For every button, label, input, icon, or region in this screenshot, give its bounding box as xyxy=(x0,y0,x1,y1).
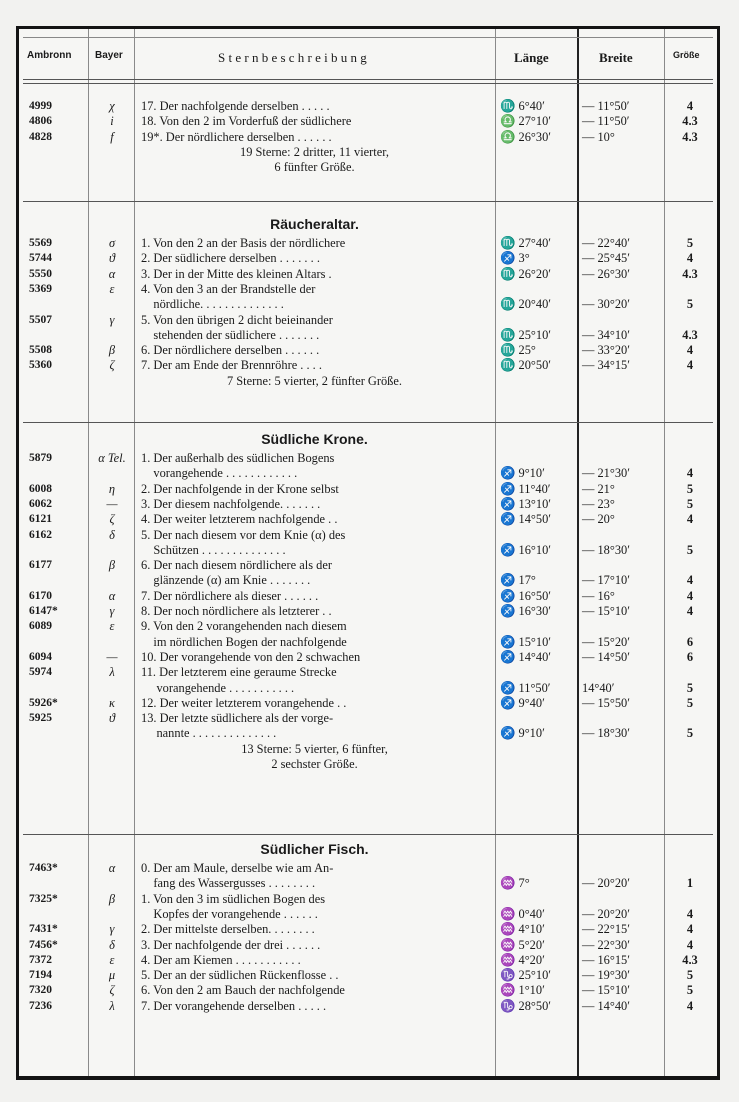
magnitude-value: 4 xyxy=(686,573,694,588)
longitude-value: ♎ 26°30′ xyxy=(500,129,551,144)
star-description: 1. Von den 3 im südlichen Bogen des xyxy=(141,891,326,906)
ambronn-number: 6170 xyxy=(29,589,52,602)
table-row xyxy=(19,99,717,114)
table-row xyxy=(19,876,717,891)
longitude-value: ♐ 9°10′ xyxy=(500,726,545,741)
ambronn-number: 4828 xyxy=(29,130,52,143)
longitude-value: ♒ 1°10′ xyxy=(500,983,545,998)
star-description: 5. Der an der südlichen Rückenflosse . . xyxy=(141,968,339,983)
longitude-value: ♒ 4°10′ xyxy=(500,922,545,937)
magnitude-value: 4 xyxy=(686,358,694,373)
longitude-value: ♏ 25° xyxy=(500,343,536,358)
magnitude-value: 5 xyxy=(686,983,694,998)
ambronn-number: 7325* xyxy=(29,892,58,905)
bayer-letter: γ xyxy=(109,312,115,327)
star-description: 2. Der mittelste derselben. . . . . . . . xyxy=(141,922,315,937)
star-description: 4. Von den 3 an der Brandstelle der xyxy=(141,281,316,296)
bayer-letter: ε xyxy=(109,619,115,634)
magnitude-value: 5 xyxy=(686,496,694,511)
magnitude-value: 4 xyxy=(686,604,694,618)
latitude-value: — 15°10′ xyxy=(582,983,630,998)
longitude-value: ♏ 6°40′ xyxy=(500,99,545,113)
table-row xyxy=(19,297,717,312)
bayer-letter: ϑ xyxy=(108,251,116,266)
table-row xyxy=(19,497,717,512)
star-description: stehenden der südlichere . . . . . . . xyxy=(141,327,320,342)
magnitude-value: 5 xyxy=(686,542,694,557)
bayer-letter: λ xyxy=(109,665,115,680)
table-row xyxy=(19,650,717,665)
ambronn-number: 6089 xyxy=(29,620,52,633)
table-row xyxy=(19,681,717,696)
bayer-letter: γ xyxy=(109,604,115,618)
longitude-value: ♐ 9°10′ xyxy=(500,466,545,481)
ambronn-number: 7463* xyxy=(29,862,58,874)
latitude-value: — 22°15′ xyxy=(582,922,630,937)
star-description: 2. Der südlichere derselben . . . . . . . xyxy=(141,251,320,266)
magnitude-value: 5 xyxy=(686,297,694,312)
table-header xyxy=(23,37,713,78)
star-description: 6. Von den 2 am Bauch der nachfolgende xyxy=(141,983,345,998)
ambronn-number: 6008 xyxy=(29,482,52,495)
star-description: 6. Der nach diesem nördlichere als der xyxy=(141,558,332,573)
ambronn-number: 5550 xyxy=(29,267,52,280)
table-row xyxy=(19,907,717,922)
star-description: im nördlichen Bogen der nachfolgende xyxy=(141,634,347,649)
latitude-value: — 18°30′ xyxy=(582,542,630,557)
table-row xyxy=(19,711,717,726)
longitude-value: ♏ 20°40′ xyxy=(500,297,551,312)
section-title: Südliche Krone. xyxy=(261,431,368,447)
bayer-letter: β xyxy=(108,891,116,906)
bayer-letter: μ xyxy=(108,968,116,983)
latitude-value: — 18°30′ xyxy=(582,726,630,741)
magnitude-value: 4.3 xyxy=(682,129,698,144)
magnitude-value: 4 xyxy=(686,937,694,952)
table-row xyxy=(19,861,717,876)
table-row xyxy=(19,892,717,907)
table-row xyxy=(19,130,717,145)
table-row xyxy=(19,573,717,588)
longitude-value: ♒ 0°40′ xyxy=(500,906,545,921)
latitude-value: — 11°50′ xyxy=(582,99,630,113)
magnitude-value: 4 xyxy=(686,998,694,1013)
longitude-value: ♒ 7° xyxy=(500,876,530,891)
star-description: 5. Von den übrigen 2 dicht beieinander xyxy=(141,312,333,327)
latitude-value: — 17°10′ xyxy=(582,573,630,588)
table-row xyxy=(19,999,717,1014)
longitude-value: ♐ 17° xyxy=(500,573,536,588)
ambronn-number: 5508 xyxy=(29,344,52,357)
table-row xyxy=(19,482,717,497)
star-description: fang des Wassergusses . . . . . . . . xyxy=(141,876,316,891)
magnitude-value: 5 xyxy=(686,695,694,710)
table-row xyxy=(19,466,717,481)
table-row xyxy=(19,589,717,604)
longitude-value: ♐ 11°40′ xyxy=(500,481,551,496)
magnitude-value: 4 xyxy=(686,466,694,481)
bayer-letter: ε xyxy=(109,281,115,296)
ambronn-number: 4806 xyxy=(29,115,52,128)
longitude-value: ♒ 5°20′ xyxy=(500,937,545,952)
header-bayer: Bayer xyxy=(95,50,123,61)
ambronn-number: 5360 xyxy=(29,359,52,372)
longitude-value: ♐ 9°40′ xyxy=(500,695,545,710)
latitude-value: — 22°40′ xyxy=(582,236,630,250)
table-row xyxy=(19,282,717,297)
bayer-letter: χ xyxy=(109,99,115,113)
star-description: 2. Der nachfolgende in der Krone selbst xyxy=(141,481,339,496)
bayer-letter: η xyxy=(108,481,116,496)
bayer-letter: f xyxy=(110,129,114,144)
latitude-value: — 19°30′ xyxy=(582,968,630,983)
section-summary: 6 fünfter Größe. xyxy=(274,160,355,175)
latitude-value: — 33°20′ xyxy=(582,343,630,358)
star-description: 5. Der nach diesem vor dem Knie (α) des xyxy=(141,527,346,542)
longitude-value: ♏ 26°20′ xyxy=(500,266,551,281)
table-row xyxy=(19,604,717,619)
section-divider xyxy=(23,834,713,835)
star-description: 13. Der letzte südlichere als der vorge- xyxy=(141,711,334,726)
magnitude-value: 4.3 xyxy=(682,327,698,342)
longitude-value: ♒ 4°20′ xyxy=(500,952,545,967)
latitude-value: 14°40′ xyxy=(582,680,615,695)
ambronn-number: 7194 xyxy=(29,969,52,982)
star-description: 4. Der am Kiemen . . . . . . . . . . . xyxy=(141,952,301,967)
longitude-value: ♐ 16°30′ xyxy=(500,604,551,618)
ambronn-number: 5879 xyxy=(29,452,52,464)
longitude-value: ♏ 20°50′ xyxy=(500,358,551,373)
latitude-value: — 23° xyxy=(582,496,615,511)
table-row xyxy=(19,358,717,373)
table-row xyxy=(19,343,717,358)
bayer-letter: α Tel. xyxy=(98,451,126,465)
magnitude-value: 4 xyxy=(686,343,694,358)
table-row xyxy=(19,938,717,953)
magnitude-value: 5 xyxy=(686,680,694,695)
table-row xyxy=(19,313,717,328)
magnitude-value: 1 xyxy=(686,876,694,891)
ambronn-number: 7431* xyxy=(29,923,58,936)
bayer-letter: ζ xyxy=(109,512,115,527)
section-divider xyxy=(23,201,713,202)
ambronn-number: 7236 xyxy=(29,999,52,1012)
header-description: S t e r n b e s c h r e i b u n g xyxy=(218,50,367,65)
latitude-value: — 16°15′ xyxy=(582,952,630,967)
latitude-value: — 15°20′ xyxy=(582,634,630,649)
magnitude-value: 4 xyxy=(686,588,694,603)
header-ambronn: Ambronn xyxy=(27,50,72,61)
magnitude-value: 5 xyxy=(686,726,694,741)
latitude-value: — 34°15′ xyxy=(582,358,630,373)
magnitude-value: 5 xyxy=(686,481,694,496)
latitude-value: — 21° xyxy=(582,481,615,496)
latitude-value: — 25°45′ xyxy=(582,251,630,266)
bayer-letter: — xyxy=(106,496,118,511)
table-row xyxy=(19,953,717,968)
bayer-letter: σ xyxy=(108,236,116,250)
longitude-value: ♑ 25°10′ xyxy=(500,968,551,983)
ambronn-number: 7372 xyxy=(29,953,52,966)
magnitude-value: 4 xyxy=(686,922,694,937)
magnitude-value: 6 xyxy=(686,649,694,664)
bayer-letter: δ xyxy=(109,527,115,542)
ambronn-number: 4999 xyxy=(29,100,52,112)
latitude-value: — 22°30′ xyxy=(582,937,630,952)
star-description: 3. Der in der Mitte des kleinen Altars . xyxy=(141,266,332,281)
bayer-letter: α xyxy=(108,861,116,875)
magnitude-value: 4.3 xyxy=(682,952,698,967)
star-description: 0. Der am Maule, derselbe wie am An- xyxy=(141,861,334,875)
table-row xyxy=(19,328,717,343)
star-description: 7. Der vorangehende derselben . . . . . xyxy=(141,998,327,1013)
section-divider xyxy=(23,422,713,423)
star-description: 1. Von den 2 an der Basis der nördlichere xyxy=(141,236,346,250)
ambronn-number: 7456* xyxy=(29,938,58,951)
latitude-value: — 20° xyxy=(582,512,615,527)
table-row xyxy=(19,983,717,998)
header-longitude: Länge xyxy=(514,50,549,65)
star-description: 6. Der nördlichere derselben . . . . . . xyxy=(141,343,320,358)
star-description: nördliche. . . . . . . . . . . . . . xyxy=(141,297,284,312)
ambronn-number: 5925 xyxy=(29,712,52,725)
bayer-letter: β xyxy=(108,558,116,573)
ambronn-number: 5507 xyxy=(29,313,52,326)
star-catalog-page xyxy=(16,26,720,1080)
bayer-letter: γ xyxy=(109,922,115,937)
table-row xyxy=(19,558,717,573)
magnitude-value: 4.3 xyxy=(682,266,698,281)
ambronn-number: 6062 xyxy=(29,497,52,510)
latitude-value: — 10° xyxy=(582,129,615,144)
magnitude-value: 4 xyxy=(686,512,694,527)
ambronn-number: 5569 xyxy=(29,237,52,249)
star-description: nannte . . . . . . . . . . . . . . xyxy=(141,726,277,741)
header-magnitude: Größe xyxy=(673,50,700,60)
star-description: 7. Der nördlichere als dieser . . . . . . xyxy=(141,588,319,603)
longitude-value: ♐ 16°10′ xyxy=(500,542,551,557)
longitude-value: ♎ 27°10′ xyxy=(500,114,551,129)
magnitude-value: 4 xyxy=(686,99,694,113)
section-summary: 13 Sterne: 5 vierter, 6 fünfter, xyxy=(241,741,388,756)
section-title: Räucheraltar. xyxy=(270,216,359,232)
header-latitude: Breite xyxy=(599,50,633,65)
longitude-value: ♐ 16°50′ xyxy=(500,588,551,603)
star-description: 19*. Der nördlichere derselben . . . . . . xyxy=(141,129,332,144)
magnitude-value: 5 xyxy=(686,236,694,250)
star-description: 3. Der diesem nachfolgende. . . . . . . xyxy=(141,496,321,511)
section-title: Südlicher Fisch. xyxy=(260,841,369,857)
star-description: 11. Der letzterem eine geraume Strecke xyxy=(141,665,337,680)
table-row xyxy=(19,968,717,983)
bayer-letter: — xyxy=(106,649,118,664)
star-description: vorangehende . . . . . . . . . . . . xyxy=(141,466,298,481)
section-summary: 7 Sterne: 5 vierter, 2 fünfter Größe. xyxy=(227,373,402,388)
magnitude-value: 4 xyxy=(686,251,694,266)
longitude-value: ♐ 11°50′ xyxy=(500,680,551,695)
latitude-value: — 30°20′ xyxy=(582,297,630,312)
star-description: 17. Der nachfolgende derselben . . . . . xyxy=(141,99,330,113)
star-description: 1. Der außerhalb des südlichen Bogens xyxy=(141,451,335,465)
latitude-value: — 26°30′ xyxy=(582,266,630,281)
longitude-value: ♐ 13°10′ xyxy=(500,496,551,511)
ambronn-number: 5369 xyxy=(29,282,52,295)
bayer-letter: i xyxy=(110,114,114,129)
longitude-value: ♑ 28°50′ xyxy=(500,998,551,1013)
table-row xyxy=(19,619,717,634)
bayer-letter: λ xyxy=(109,998,115,1013)
magnitude-value: 6 xyxy=(686,634,694,649)
longitude-value: ♐ 3° xyxy=(500,251,530,266)
latitude-value: — 11°50′ xyxy=(582,114,630,129)
magnitude-value: 4 xyxy=(686,906,694,921)
ambronn-number: 5926* xyxy=(29,696,58,709)
bayer-letter: ζ xyxy=(109,358,115,373)
table-row xyxy=(19,251,717,266)
table-row xyxy=(19,726,717,741)
longitude-value: ♏ 25°10′ xyxy=(500,327,551,342)
bayer-letter: β xyxy=(108,343,116,358)
star-description: 9. Von den 2 vorangehenden nach diesem xyxy=(141,619,347,634)
bayer-letter: α xyxy=(108,266,116,281)
latitude-value: — 20°20′ xyxy=(582,876,630,891)
longitude-value: ♐ 14°40′ xyxy=(500,649,551,664)
magnitude-value: 5 xyxy=(686,968,694,983)
star-description: 10. Der vorangehende von den 2 schwachen xyxy=(141,649,361,664)
latitude-value: — 21°30′ xyxy=(582,466,630,481)
ambronn-number: 5974 xyxy=(29,666,52,679)
magnitude-value: 4.3 xyxy=(682,114,698,129)
star-description: 4. Der weiter letzterem nachfolgende . . xyxy=(141,512,338,527)
latitude-value: — 16° xyxy=(582,588,615,603)
star-description: 12. Der weiter letzterem vorangehende . . xyxy=(141,695,347,710)
latitude-value: — 14°40′ xyxy=(582,998,630,1013)
star-description: 3. Der nachfolgende der drei . . . . . . xyxy=(141,937,321,952)
longitude-value: ♐ 14°50′ xyxy=(500,512,551,527)
star-description: Schützen . . . . . . . . . . . . . . xyxy=(141,542,286,557)
table-row xyxy=(19,512,717,527)
table-row xyxy=(19,114,717,129)
longitude-value: ♏ 27°40′ xyxy=(500,236,551,250)
table-row xyxy=(19,635,717,650)
table-row xyxy=(19,665,717,680)
ambronn-number: 5744 xyxy=(29,252,52,265)
ambronn-number: 6147* xyxy=(29,605,58,617)
latitude-value: — 15°50′ xyxy=(582,695,630,710)
ambronn-number: 7320 xyxy=(29,984,52,997)
star-description: 8. Der noch nördlichere als letzterer . . xyxy=(141,604,332,618)
table-row xyxy=(19,267,717,282)
latitude-value: — 14°50′ xyxy=(582,649,630,664)
ambronn-number: 6177 xyxy=(29,559,52,572)
bayer-letter: κ xyxy=(109,695,115,710)
table-row xyxy=(19,696,717,711)
section-summary: 2 sechster Größe. xyxy=(271,757,358,771)
longitude-value: ♐ 15°10′ xyxy=(500,634,551,649)
bayer-letter: ε xyxy=(109,952,115,967)
star-description: 7. Der am Ende der Brennröhre . . . . xyxy=(141,358,322,373)
star-description: 18. Von den 2 im Vorderfuß der südlichere xyxy=(141,114,352,129)
table-row xyxy=(19,236,717,251)
table-row xyxy=(19,543,717,558)
star-description: glänzende (α) am Knie . . . . . . . xyxy=(141,573,311,588)
table-row xyxy=(19,528,717,543)
star-description: Kopfes der vorangehende . . . . . . xyxy=(141,906,318,921)
latitude-value: — 20°20′ xyxy=(582,906,630,921)
ambronn-number: 6162 xyxy=(29,528,52,541)
ambronn-number: 6094 xyxy=(29,650,52,663)
section-summary: 19 Sterne: 2 dritter, 11 vierter, xyxy=(240,144,389,159)
bayer-letter: ϑ xyxy=(108,711,116,726)
star-description: vorangehende . . . . . . . . . . . xyxy=(141,680,295,695)
bayer-letter: δ xyxy=(109,937,115,952)
table-row xyxy=(19,451,717,466)
bayer-letter: α xyxy=(108,588,116,603)
latitude-value: — 34°10′ xyxy=(582,327,630,342)
table-row xyxy=(19,922,717,937)
ambronn-number: 6121 xyxy=(29,513,52,526)
bayer-letter: ζ xyxy=(109,983,115,998)
latitude-value: — 15°10′ xyxy=(582,604,630,618)
header-rule xyxy=(23,79,713,84)
